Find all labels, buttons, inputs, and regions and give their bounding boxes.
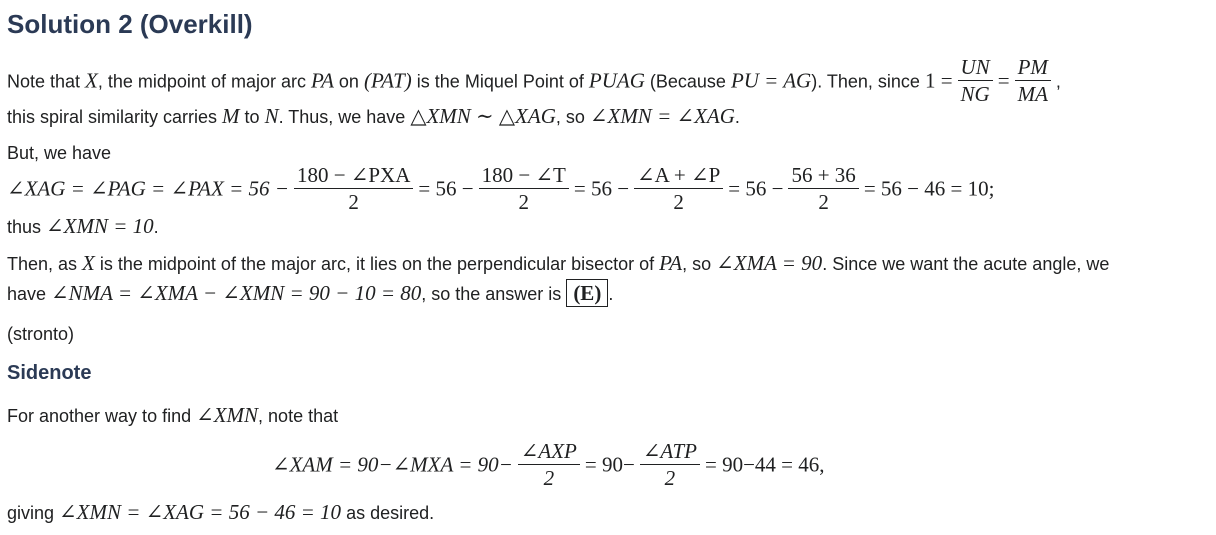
math-similarity: △XMN ∼ △XAG: [410, 104, 556, 128]
paragraph-conclusion: giving ∠XMN = ∠XAG = 56 − 46 = 10 as desired.: [7, 500, 435, 524]
paragraph-but: But, we have: [7, 143, 112, 163]
paragraph-thus: thus ∠XMN = 10.: [7, 214, 159, 238]
paragraph-bisector: Then, as X is the midpoint of the major arc, it lies on the perpendicular bisector of PA, so ∠XMA = 90. Since we want the acute angle, we: [7, 251, 1110, 275]
math-pa: PA: [310, 68, 334, 93]
math-puag: PUAG: [588, 68, 645, 93]
math-x: X: [85, 68, 98, 93]
paragraph-spiral: this spiral similarity carries M to N. Thus, we have △XMN ∼ △XAG, so ∠XMN = ∠XAG.: [7, 104, 740, 128]
paragraph-sidenote: For another way to find ∠XMN, note that: [7, 403, 339, 427]
fraction-pm-ma: $\frac{PM}{MA}$: [1015, 54, 1051, 107]
equation-angle-xam: ∠XAM = 90−∠MXA = 90− $\frac{\text{∠AXP}}{2}$ = 90− $\frac{\text{∠ATP}}{2}$ = 90−44 = 46,: [272, 439, 825, 490]
fraction-un-ng: $\frac{UN}{NG}$: [958, 54, 993, 107]
sidenote-heading: Sidenote: [7, 362, 92, 384]
solution-heading: Solution 2 (Overkill): [7, 9, 253, 39]
credit: (stronto): [7, 324, 75, 344]
paragraph-miquel: Note that X, the midpoint of major arc PA on (PAT) is the Miquel Point of PUAG (Because PU = AG). Then, since 1 = $\frac{UN}{NG}$ = $\frac{PM}{MA}$ ,: [7, 55, 1061, 106]
math-angle-eq: ∠XMN = ∠XAG: [589, 104, 735, 128]
equation-angle-xag: ∠XAG = ∠PAG = ∠PAX = 56 − $\frac{\text{180 − ∠PXA}}{2}$ = 56 − $\frac{180 - \angle T}{2}$ = 56 − $\frac{\angle A + \angle P}{2}$ = 56 − $\frac{56 + 36}{2}$ = 56 − 46 = 10;: [7, 163, 995, 214]
answer-box: (E): [566, 279, 608, 307]
paragraph-answer: have ∠NMA = ∠XMA − ∠XMN = 90 − 10 = 80, so the answer is (E) .: [7, 281, 614, 305]
math-pat: (PAT): [363, 68, 412, 93]
math-pu-ag: PU = AG: [730, 68, 812, 93]
